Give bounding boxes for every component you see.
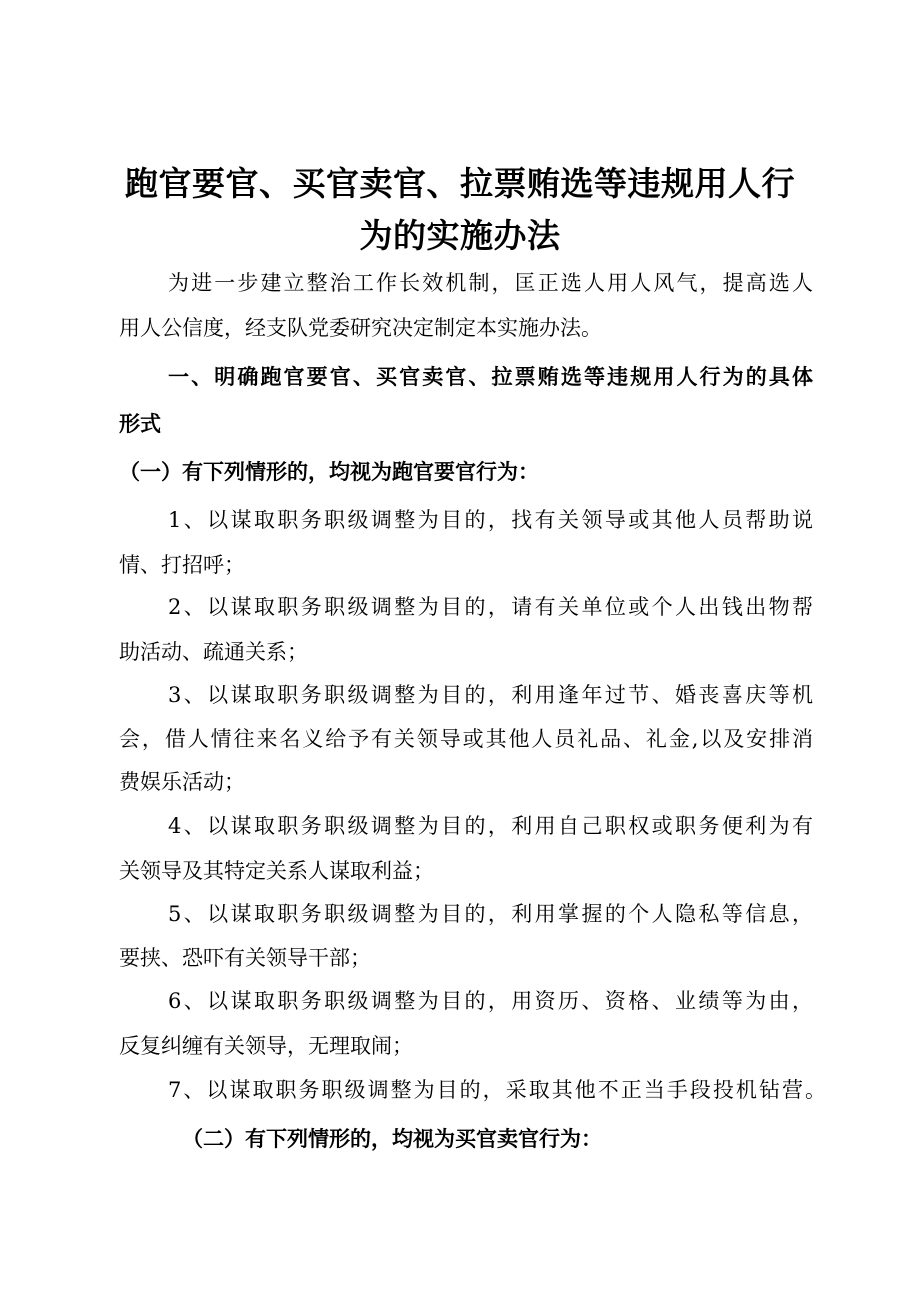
item-1-line-2: 情、打招呼； — [119, 553, 245, 577]
item-3-line-3: 费娱乐活动； — [119, 770, 245, 794]
item-4-line-2: 关领导及其特定关系人谋取利益； — [119, 859, 434, 883]
item-6-line-2: 反复纠缠有关领导，无理取闹； — [119, 1034, 413, 1058]
subsection-1-heading: （一）有下列情形的，均视为跑官要官行为： — [119, 459, 539, 484]
item-1-line-1: 1、以谋取职务职级调整为目的，找有关领导或其他人员帮助说 — [168, 508, 813, 532]
section-1-heading-line-1: 一、明确跑官要官、买官卖官、拉票贿选等违规用人行为的具体 — [168, 365, 813, 389]
item-5-line-1: 5、以谋取职务职级调整为目的，利用掌握的个人隐私等信息， — [168, 902, 813, 926]
item-4-line-1: 4、以谋取职务职级调整为目的，利用自己职权或职务便利为有 — [168, 814, 813, 838]
item-3-line-1: 3、以谋取职务职级调整为目的，利用逢年过节、婚丧喜庆等机 — [168, 683, 813, 707]
item-7-line-1: 7、以谋取职务职级调整为目的，采取其他不正当手段投机钻营。 — [168, 1078, 826, 1102]
item-3-line-2: 会，借人情往来名义给予有关领导或其他人员礼品、礼金,以及安排消 — [119, 727, 813, 751]
document-title-line-1: 跑官要官、买官卖官、拉票贿选等违规用人行 — [125, 164, 795, 203]
item-2-line-2: 助活动、疏通关系； — [119, 640, 308, 664]
section-1-heading-line-2: 形式 — [119, 412, 161, 436]
item-5-line-2: 要挟、恐吓有关领导干部； — [119, 946, 371, 970]
document-title-line-2: 为的实施办法 — [359, 216, 561, 255]
subsection-2-heading: （二）有下列情形的，均视为买官卖官行为： — [182, 1126, 602, 1151]
intro-paragraph-line-1: 为进一步建立整治工作长效机制，匡正选人用人风气，提高选人 — [168, 271, 813, 295]
item-6-line-1: 6、以谋取职务职级调整为目的，用资历、资格、业绩等为由， — [168, 989, 813, 1013]
item-2-line-1: 2、以谋取职务职级调整为目的，请有关单位或个人出钱出物帮 — [168, 595, 813, 619]
intro-paragraph-line-2: 用人公信度，经支队党委研究决定制定本实施办法。 — [119, 316, 602, 340]
